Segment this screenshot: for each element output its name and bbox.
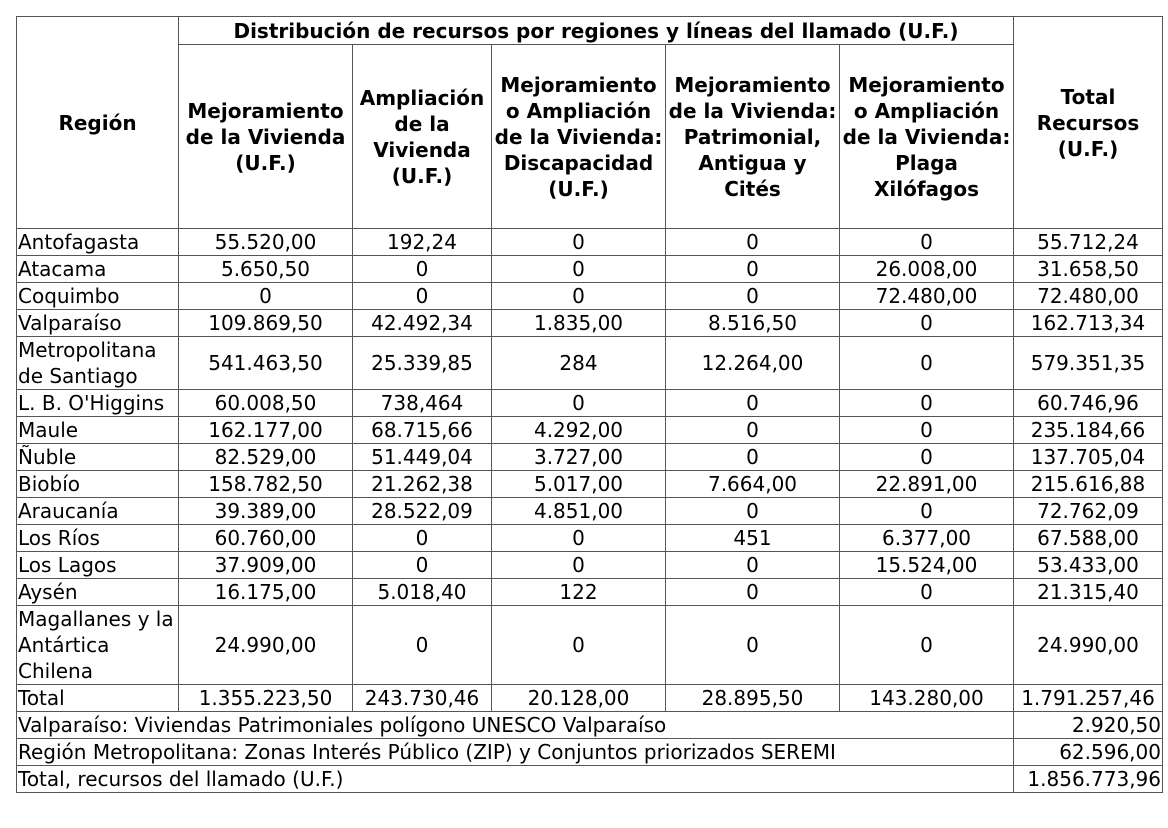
table-cell: 109.869,50 (179, 310, 353, 337)
table-cell: 0 (666, 256, 840, 283)
table-cell: 0 (492, 390, 666, 417)
table-row (17, 229, 1163, 256)
table-cell: 8.516,50 (666, 310, 840, 337)
table-cell: 0 (840, 390, 1014, 417)
table-row (17, 337, 1163, 390)
table-row (17, 579, 1163, 606)
table-cell: 3.727,00 (492, 444, 666, 471)
row-total: 31.658,50 (1014, 256, 1163, 283)
table-cell: 0 (666, 498, 840, 525)
table-cell: 0 (666, 579, 840, 606)
table-cell: 122 (492, 579, 666, 606)
table-cell: 5.017,00 (492, 471, 666, 498)
table-cell: 21.262,38 (353, 471, 492, 498)
table-row (17, 444, 1163, 471)
table-cell: 738,464 (353, 390, 492, 417)
resources-table (16, 16, 1163, 793)
table-cell: 284 (492, 337, 666, 390)
table-cell: 0 (353, 606, 492, 685)
table-row (17, 498, 1163, 525)
region-name: Coquimbo (17, 283, 179, 310)
table-cell: 55.520,00 (179, 229, 353, 256)
row-total: 215.616,88 (1014, 471, 1163, 498)
row-total: 53.433,00 (1014, 552, 1163, 579)
distribution-group-header: Distribución de recursos por regiones y líneas del llamado (U.F.) (179, 17, 1014, 45)
table-row (17, 256, 1163, 283)
region-header: Región (17, 17, 179, 229)
column-header: Mejoramiento o Ampliación de la Vivienda: Plaga Xilófagos (840, 45, 1014, 229)
table-cell: 0 (840, 337, 1014, 390)
region-name: L. B. O'Higgins (17, 390, 179, 417)
table-cell: 37.909,00 (179, 552, 353, 579)
region-name: Los Ríos (17, 525, 179, 552)
column-header: Mejoramiento de la Vivienda: Patrimonial, Antigua y Cités (666, 45, 840, 229)
table-cell: 0 (666, 229, 840, 256)
region-name: Magallanes y la Antártica Chilena (17, 606, 179, 685)
total-cell: 243.730,46 (353, 685, 492, 712)
region-name: Maule (17, 417, 179, 444)
table-cell: 60.760,00 (179, 525, 353, 552)
extra-row-value: 2.920,50 (1014, 712, 1163, 739)
table-cell: 28.522,09 (353, 498, 492, 525)
table-row (17, 525, 1163, 552)
table-cell: 0 (353, 256, 492, 283)
table-cell: 16.175,00 (179, 579, 353, 606)
extra-row (17, 766, 1163, 793)
row-total: 235.184,66 (1014, 417, 1163, 444)
table-cell: 15.524,00 (840, 552, 1014, 579)
table-cell: 0 (492, 229, 666, 256)
table-cell: 12.264,00 (666, 337, 840, 390)
row-total: 55.712,24 (1014, 229, 1163, 256)
table-row (17, 471, 1163, 498)
table-cell: 39.389,00 (179, 498, 353, 525)
region-name: Metropolitana de Santiago (17, 337, 179, 390)
table-row (17, 390, 1163, 417)
row-total: 24.990,00 (1014, 606, 1163, 685)
table-cell: 0 (666, 552, 840, 579)
table-cell: 4.292,00 (492, 417, 666, 444)
row-total: 137.705,04 (1014, 444, 1163, 471)
table-cell: 1.835,00 (492, 310, 666, 337)
column-header: Ampliación de la Vivienda (U.F.) (353, 45, 492, 229)
table-cell: 0 (840, 417, 1014, 444)
table-cell: 0 (840, 579, 1014, 606)
table-cell: 42.492,34 (353, 310, 492, 337)
extra-row-label: Total, recursos del llamado (U.F.) (17, 766, 1014, 793)
table-cell: 158.782,50 (179, 471, 353, 498)
table-cell: 0 (179, 283, 353, 310)
table-cell: 0 (666, 417, 840, 444)
table-cell: 68.715,66 (353, 417, 492, 444)
grand-row-total: 1.791.257,46 (1014, 685, 1163, 712)
totals-label: Total (17, 685, 179, 712)
table-cell: 0 (353, 525, 492, 552)
region-name: Los Lagos (17, 552, 179, 579)
table-cell: 4.851,00 (492, 498, 666, 525)
column-header: Mejoramiento o Ampliación de la Vivienda: Discapacidad (U.F.) (492, 45, 666, 229)
table-row (17, 283, 1163, 310)
table-cell: 0 (492, 283, 666, 310)
table-cell: 51.449,04 (353, 444, 492, 471)
table-cell: 0 (666, 390, 840, 417)
column-header: Mejoramiento de la Vivienda (U.F.) (179, 45, 353, 229)
region-name: Valparaíso (17, 310, 179, 337)
extra-row-value: 1.856.773,96 (1014, 766, 1163, 793)
region-name: Ñuble (17, 444, 179, 471)
table-row (17, 606, 1163, 685)
total-resources-header: Total Recursos (U.F.) (1014, 17, 1163, 229)
row-total: 21.315,40 (1014, 579, 1163, 606)
region-name: Araucanía (17, 498, 179, 525)
extra-row (17, 712, 1163, 739)
extra-row-label: Valparaíso: Viviendas Patrimoniales polígono UNESCO Valparaíso (17, 712, 1014, 739)
table-cell: 0 (840, 310, 1014, 337)
region-name: Biobío (17, 471, 179, 498)
table-cell: 451 (666, 525, 840, 552)
table-cell: 82.529,00 (179, 444, 353, 471)
table-cell: 0 (666, 444, 840, 471)
table-cell: 0 (840, 606, 1014, 685)
row-total: 67.588,00 (1014, 525, 1163, 552)
table-cell: 0 (840, 444, 1014, 471)
table-row (17, 417, 1163, 444)
extra-row-label: Región Metropolitana: Zonas Interés Público (ZIP) y Conjuntos priorizados SEREMI (17, 739, 1014, 766)
extra-row-value: 62.596,00 (1014, 739, 1163, 766)
total-cell: 20.128,00 (492, 685, 666, 712)
table-cell: 541.463,50 (179, 337, 353, 390)
table-cell: 25.339,85 (353, 337, 492, 390)
table-cell: 0 (840, 498, 1014, 525)
total-cell: 28.895,50 (666, 685, 840, 712)
table-cell: 60.008,50 (179, 390, 353, 417)
table-cell: 162.177,00 (179, 417, 353, 444)
table-cell: 192,24 (353, 229, 492, 256)
table-cell: 0 (353, 283, 492, 310)
table-cell: 0 (492, 606, 666, 685)
table-cell: 0 (492, 525, 666, 552)
table-cell: 26.008,00 (840, 256, 1014, 283)
row-total: 60.746,96 (1014, 390, 1163, 417)
row-total: 162.713,34 (1014, 310, 1163, 337)
table-row (17, 310, 1163, 337)
row-total: 579.351,35 (1014, 337, 1163, 390)
total-cell: 143.280,00 (840, 685, 1014, 712)
table-cell: 0 (492, 256, 666, 283)
table-cell: 5.650,50 (179, 256, 353, 283)
table-cell: 5.018,40 (353, 579, 492, 606)
table-cell: 24.990,00 (179, 606, 353, 685)
row-total: 72.762,09 (1014, 498, 1163, 525)
extra-row (17, 739, 1163, 766)
table-cell: 0 (666, 606, 840, 685)
total-cell: 1.355.223,50 (179, 685, 353, 712)
region-name: Antofagasta (17, 229, 179, 256)
table-cell: 0 (353, 552, 492, 579)
totals-row (17, 685, 1163, 712)
table-cell: 7.664,00 (666, 471, 840, 498)
table-row (17, 552, 1163, 579)
table-cell: 22.891,00 (840, 471, 1014, 498)
table-cell: 0 (492, 552, 666, 579)
region-name: Aysén (17, 579, 179, 606)
region-name: Atacama (17, 256, 179, 283)
table-cell: 6.377,00 (840, 525, 1014, 552)
table-cell: 72.480,00 (840, 283, 1014, 310)
row-total: 72.480,00 (1014, 283, 1163, 310)
table-cell: 0 (840, 229, 1014, 256)
table-cell: 0 (666, 283, 840, 310)
